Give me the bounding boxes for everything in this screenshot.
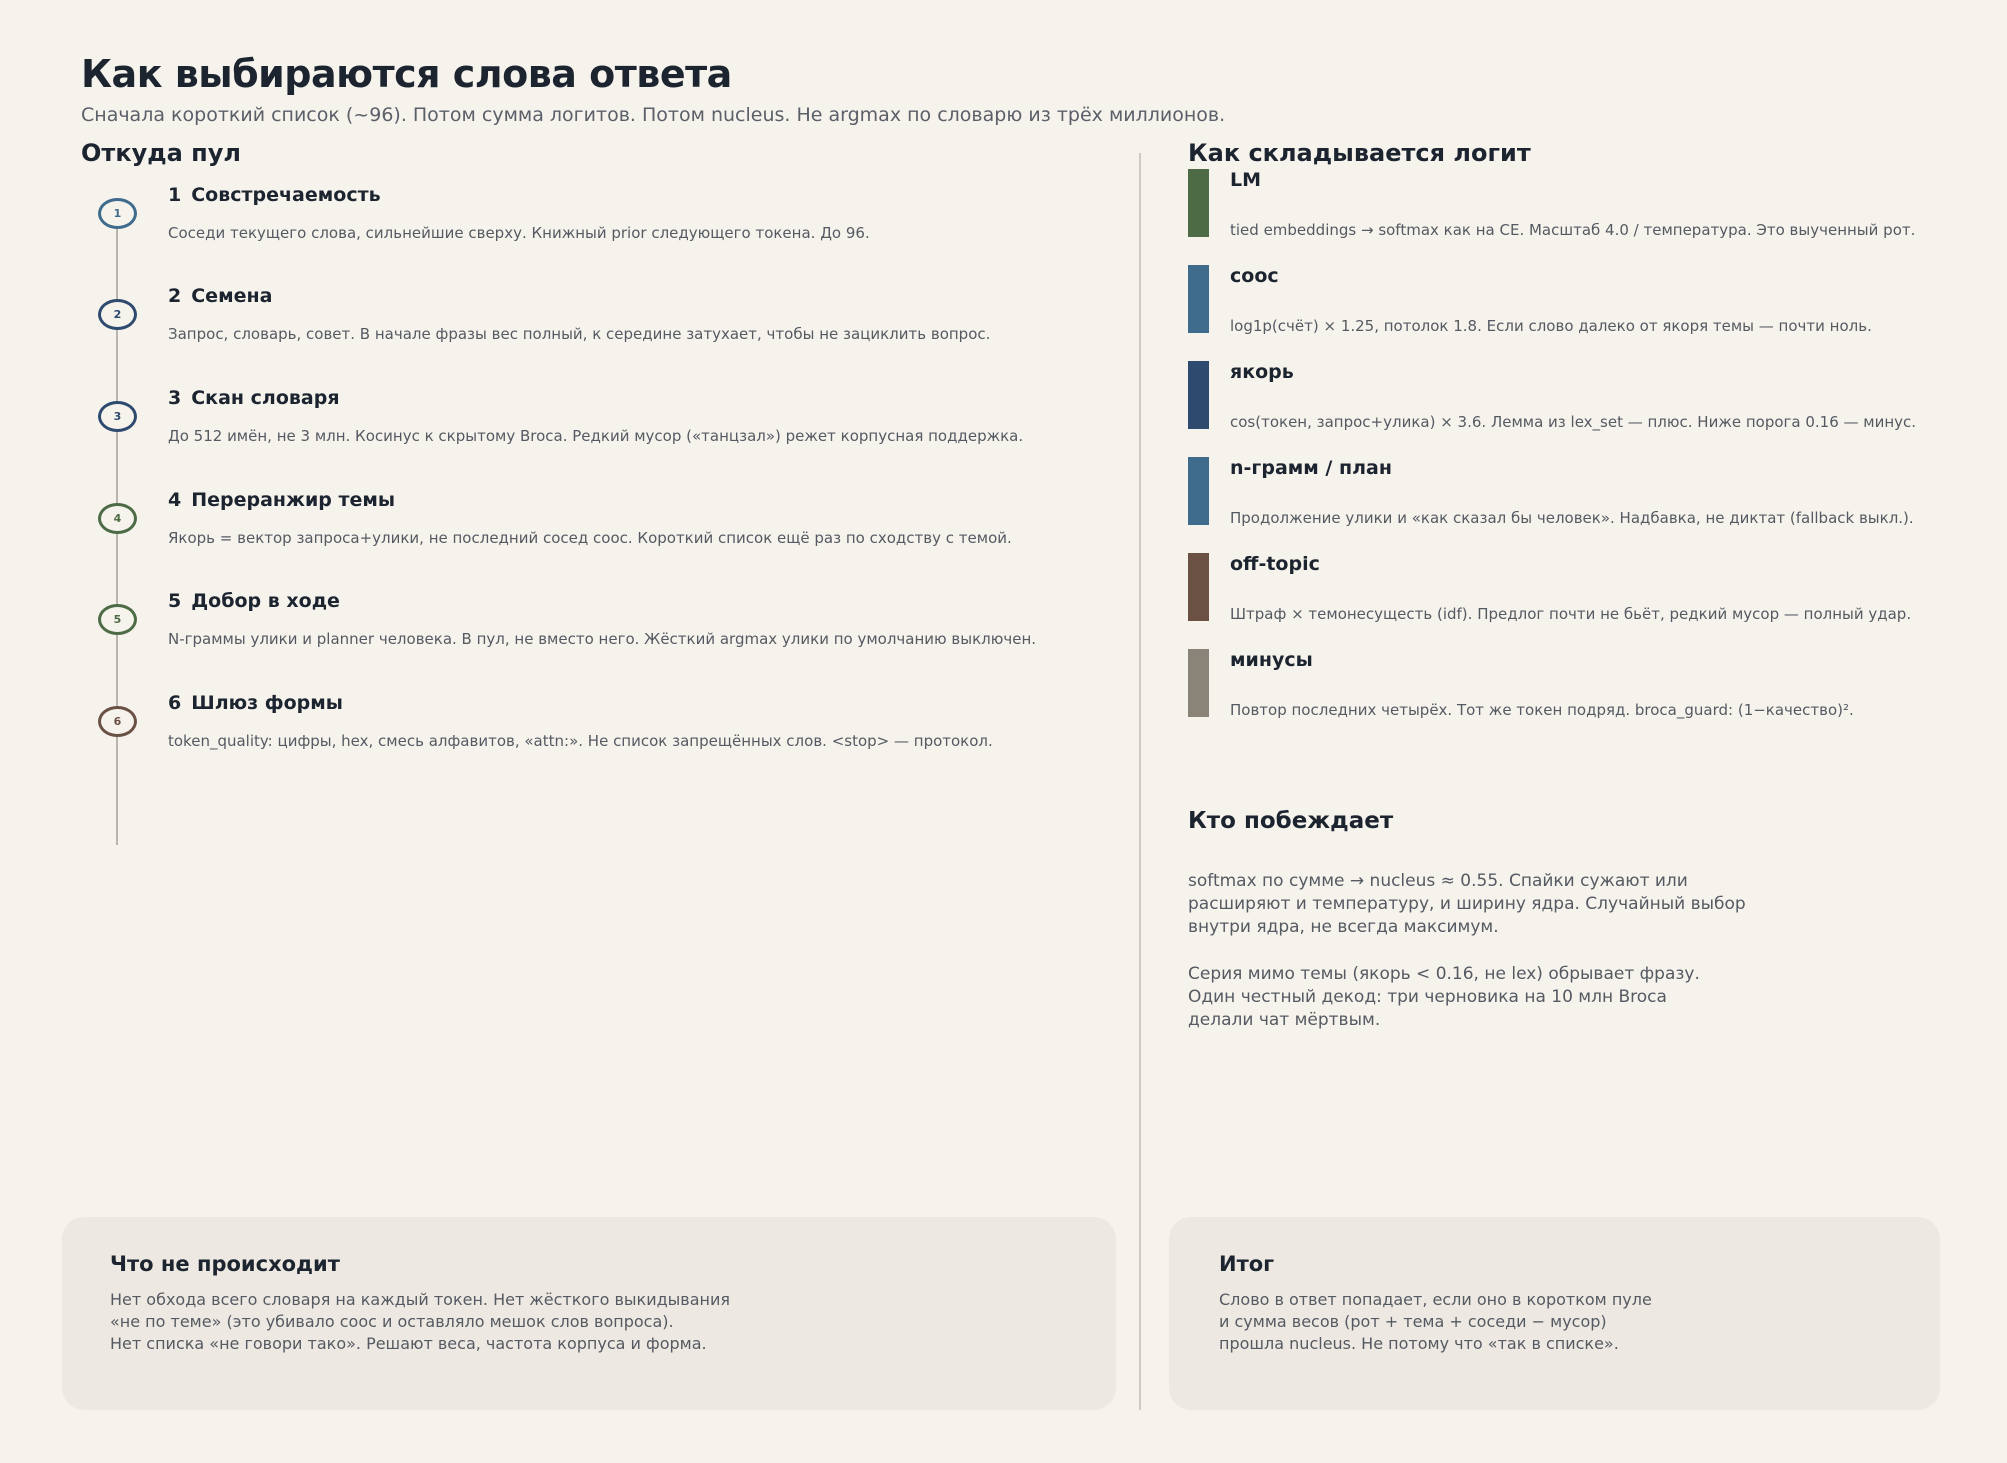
logit-term-name: cooc <box>1230 265 1279 287</box>
step-title: 4 Переранжир темы <box>168 489 396 511</box>
pool-heading: Откуда пул <box>81 139 241 167</box>
color-swatch <box>1188 169 1209 237</box>
logit-term-description: tied embeddings → softmax как на CE. Масштаб 4.0 / температура. Это выученный рот. <box>1230 221 1916 239</box>
color-swatch <box>1188 361 1209 429</box>
step-description: N-граммы улики и planner человека. В пул, не вместо него. Жёсткий argmax улики по умолчанию выключен. <box>168 630 1037 648</box>
step-title: 3 Скан словаря <box>168 387 340 409</box>
logit-heading: Как складывается логит <box>1188 139 1531 167</box>
step-number-badge: 6 <box>98 706 137 737</box>
color-swatch <box>1188 457 1209 525</box>
column-divider <box>1139 153 1141 1410</box>
step-title: 2 Семена <box>168 285 273 307</box>
step-title: 6 Шлюз формы <box>168 692 343 714</box>
step-number-badge: 1 <box>98 198 137 229</box>
step-title: 5 Добор в ходе <box>168 590 340 612</box>
logit-term-name: LM <box>1230 169 1262 191</box>
step-title: 1 Совстречаемость <box>168 184 381 206</box>
step-description: До 512 имён, не 3 млн. Косинус к скрытому Broca. Редкий мусор («танцзал») режет корпусная поддержка. <box>168 427 1024 445</box>
card-text: Слово в ответ попадает, если оно в коротком пуле и сумма весов (рот + тема + соседи − мусор) прошла nucleus. Не потому что «так в списке». <box>1219 1290 1652 1353</box>
winner-paragraph: softmax по сумме → nucleus ≈ 0.55. Спайки сужают или расширяют и температуру, и ширину ядра. Случайный выбор внутри ядра, не всегда максимум. <box>1188 871 1746 937</box>
step-description: Соседи текущего слова, сильнейшие сверху. Книжный prior следующего токена. До 96. <box>168 224 870 242</box>
logit-term-name: якорь <box>1230 361 1294 383</box>
logit-term-description: Повтор последних четырёх. Тот же токен подряд. broca_guard: (1−качество)². <box>1230 701 1854 719</box>
color-swatch <box>1188 553 1209 621</box>
logit-term-description: log1p(счёт) × 1.25, потолок 1.8. Если слово далеко от якоря темы — почти ноль. <box>1230 317 1872 335</box>
card-title: Итог <box>1219 1252 1275 1276</box>
not-happening-card <box>62 1217 1116 1410</box>
logit-term-description: Штраф × темонесущесть (idf). Предлог почти не бьёт, редкий мусор — полный удар. <box>1230 605 1912 623</box>
step-number-badge: 5 <box>98 604 137 635</box>
color-swatch <box>1188 649 1209 717</box>
page-subtitle: Сначала короткий список (~96). Потом сумма логитов. Потом nucleus. Не argmax по словарю из трёх миллионов. <box>81 104 1226 126</box>
step-number-badge: 3 <box>98 401 137 432</box>
color-swatch <box>1188 265 1209 333</box>
step-number-badge: 4 <box>98 503 137 534</box>
card-title: Что не происходит <box>110 1252 340 1276</box>
logit-term-name: n-грамм / план <box>1230 457 1392 479</box>
logit-term-name: off-topic <box>1230 553 1320 575</box>
winner-heading: Кто побеждает <box>1188 808 1394 834</box>
step-description: token_quality: цифры, hex, смесь алфавитов, «attn:». Не список запрещённых слов. <stop> — протокол. <box>168 732 993 750</box>
winner-paragraph: Серия мимо темы (якорь < 0.16, не lex) обрывает фразу. Один честный декод: три черновика на 10 млн Broca делали чат мёртвым. <box>1188 964 1700 1030</box>
step-description: Запрос, словарь, совет. В начале фразы вес полный, к середине затухает, чтобы не зациклить вопрос. <box>168 325 991 343</box>
logit-term-description: Продолжение улики и «как сказал бы человек». Надбавка, не диктат (fallback выкл.). <box>1230 509 1914 527</box>
logit-term-description: cos(токен, запрос+улика) × 3.6. Лемма из lex_set — плюс. Ниже порога 0.16 — минус. <box>1230 413 1917 431</box>
step-number-badge: 2 <box>98 299 137 330</box>
summary-card <box>1169 1217 1940 1410</box>
logit-term-name: минусы <box>1230 649 1313 671</box>
step-description: Якорь = вектор запроса+улики, не последний сосед cooc. Короткий список ещё раз по сходству с темой. <box>168 529 1012 547</box>
page-title: Как выбираются слова ответа <box>81 52 732 96</box>
card-text: Нет обхода всего словаря на каждый токен. Нет жёсткого выкидывания «не по теме» (это убивало cooc и оставляло мешок слов вопроса). Нет списка «не говори тако». Решают веса, частота корпуса и форма. <box>110 1290 731 1353</box>
